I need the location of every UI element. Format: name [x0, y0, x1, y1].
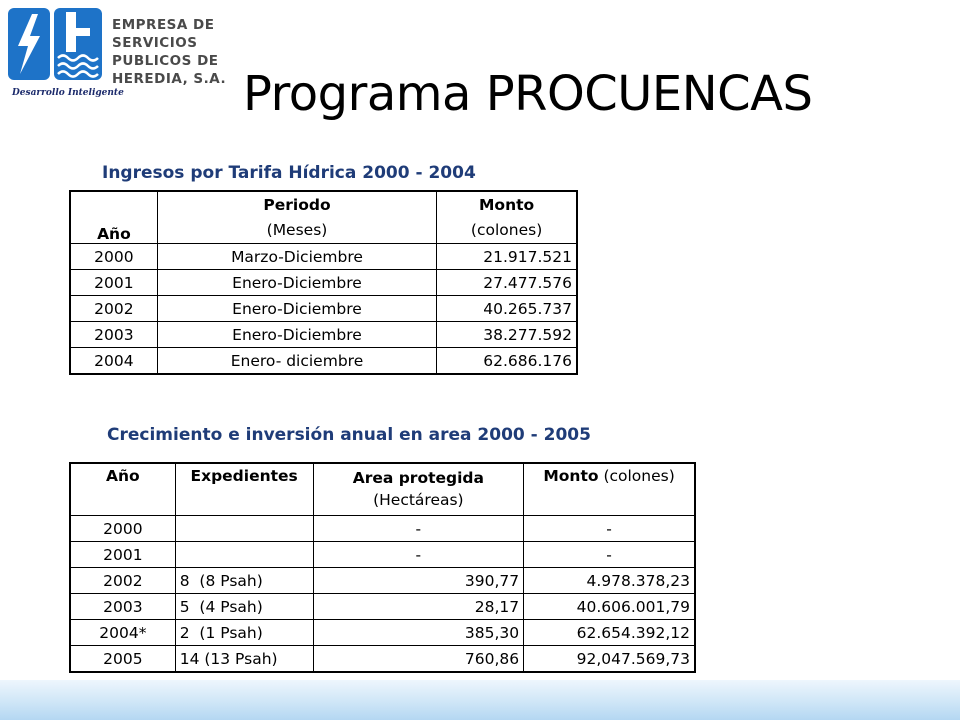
col-header-amount-unit: (colones): [598, 467, 675, 485]
table-row: [71, 244, 577, 270]
company-name: [112, 16, 226, 88]
col-header-amount-title: Monto: [543, 467, 599, 485]
cell-files: 8 (8 Psah): [175, 568, 313, 594]
table-row: [71, 594, 695, 620]
company-name-line-1: EMPRESA DE: [112, 17, 215, 33]
cell-year: 2002: [71, 296, 158, 322]
cell-amount: -: [524, 542, 695, 568]
col-header-year: Año: [71, 192, 158, 244]
cell-year: 2000: [71, 516, 176, 542]
cell-files: 14 (13 Psah): [175, 646, 313, 672]
cell-amount: 27.477.576: [437, 270, 577, 296]
table-row: [71, 620, 695, 646]
table-row: [71, 516, 695, 542]
table-row: [71, 322, 577, 348]
cell-year: 2003: [71, 594, 176, 620]
table-row: [71, 568, 695, 594]
cell-year: 2001: [71, 542, 176, 568]
table-row: [71, 270, 577, 296]
col-header-period: [157, 192, 436, 244]
table-row: [71, 348, 577, 374]
col-header-area-title: Area protegida: [352, 469, 484, 487]
cell-period: Marzo-Diciembre: [157, 244, 436, 270]
col-header-amount-unit: (colones): [470, 220, 543, 239]
cell-area: 390,77: [313, 568, 524, 594]
col-header-amount: [437, 192, 577, 244]
income-table: [70, 191, 577, 374]
cell-period: Enero- diciembre: [157, 348, 436, 374]
col-header-period-title: Periodo: [263, 195, 331, 214]
cell-area: 760,86: [313, 646, 524, 672]
cell-amount: 62.654.392,12: [524, 620, 695, 646]
cell-area: -: [313, 516, 524, 542]
col-header-period-unit: (Meses): [266, 220, 328, 239]
cell-files: [175, 542, 313, 568]
cell-year: 2002: [71, 568, 176, 594]
table-header-row: [71, 192, 577, 244]
table2-caption: Crecimiento e inversión anual en area 2000 - 2005: [107, 425, 591, 445]
growth-investment-table: [70, 463, 695, 672]
esph-logo-icon: [6, 6, 106, 86]
cell-amount: 38.277.592: [437, 322, 577, 348]
cell-period: Enero-Diciembre: [157, 322, 436, 348]
company-logo: [6, 6, 227, 102]
cell-area: 385,30: [313, 620, 524, 646]
cell-period: Enero-Diciembre: [157, 270, 436, 296]
cell-files: [175, 516, 313, 542]
cell-amount: 92,047.569,73: [524, 646, 695, 672]
col-header-area-unit: (Hectáreas): [373, 491, 464, 509]
table-row: [71, 542, 695, 568]
cell-amount: 40.606.001,79: [524, 594, 695, 620]
slide-title: Programa PROCUENCAS: [243, 66, 813, 122]
table1-caption: Ingresos por Tarifa Hídrica 2000 - 2004: [102, 163, 476, 183]
cell-period: Enero-Diciembre: [157, 296, 436, 322]
company-name-line-4: HEREDIA, S.A.: [112, 71, 227, 87]
table-header-row: [71, 464, 695, 516]
cell-amount: 4.978.378,23: [524, 568, 695, 594]
company-name-line-2: SERVICIOS: [112, 35, 198, 51]
col-header-year: Año: [71, 464, 176, 516]
cell-files: 2 (1 Psah): [175, 620, 313, 646]
cell-area: 28,17: [313, 594, 524, 620]
cell-year: 2004: [71, 348, 158, 374]
table-row: [71, 646, 695, 672]
table-row: [71, 296, 577, 322]
cell-amount: 40.265.737: [437, 296, 577, 322]
cell-files: 5 (4 Psah): [175, 594, 313, 620]
cell-year: 2003: [71, 322, 158, 348]
footer-bar: [0, 680, 960, 720]
col-header-amount: [524, 464, 695, 516]
cell-area: -: [313, 542, 524, 568]
cell-amount: -: [524, 516, 695, 542]
cell-amount: 62.686.176: [437, 348, 577, 374]
cell-year: 2004*: [71, 620, 176, 646]
cell-year: 2001: [71, 270, 158, 296]
cell-year: 2005: [71, 646, 176, 672]
col-header-files: Expedientes: [175, 464, 313, 516]
cell-year: 2000: [71, 244, 158, 270]
company-tagline: Desarrollo Inteligente: [12, 88, 124, 98]
company-name-line-3: PUBLICOS DE: [112, 53, 219, 69]
col-header-area: [313, 464, 524, 516]
cell-amount: 21.917.521: [437, 244, 577, 270]
col-header-amount-title: Monto: [479, 195, 535, 214]
